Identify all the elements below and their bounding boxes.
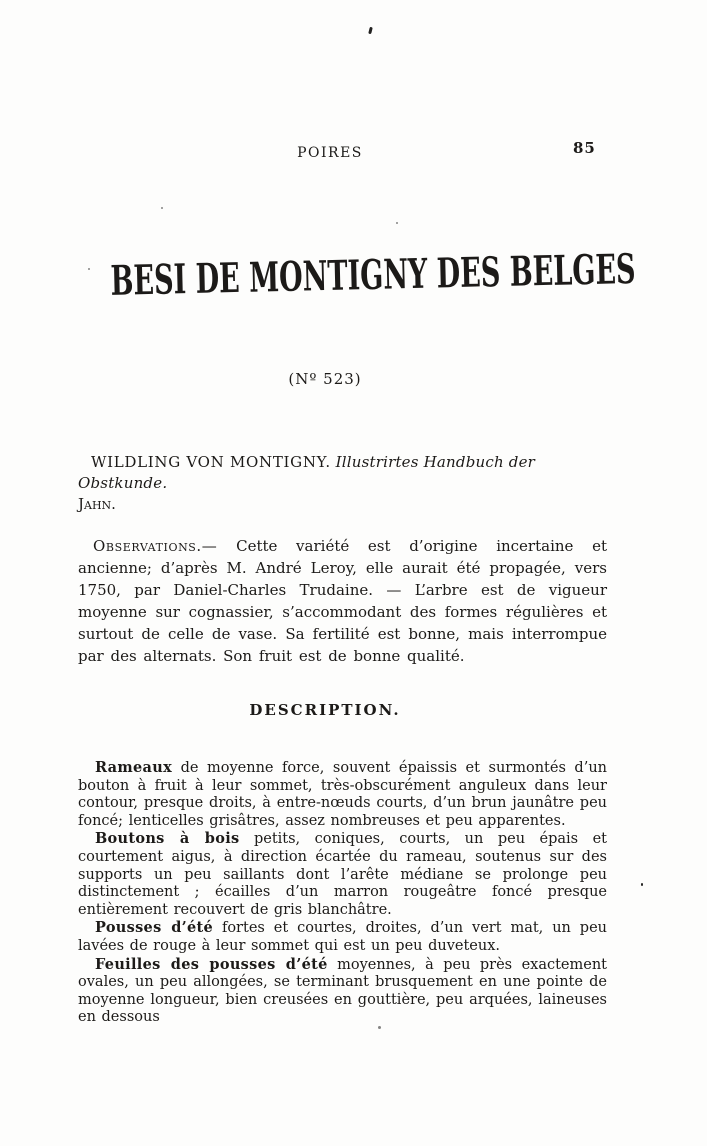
paragraph-text: moyennes, à peu près exactement ovales, un peu allongées, se terminant brusquement en une pointe de moyenne longueur, bien creusées en gouttière, peu arquées, laineuses en dessous xyxy=(78,956,607,1026)
synonym-author: Jahn. xyxy=(78,495,116,513)
ink-speck xyxy=(396,222,398,224)
synonym-line xyxy=(78,452,594,515)
description-paragraph-rameaux xyxy=(78,759,607,830)
ink-speck xyxy=(641,883,643,886)
paragraph-text: fortes et courtes, droites, d’un vert mat, un peu lavées de rouge à leur sommet qui est un peu duveteux. xyxy=(78,920,607,954)
description-section xyxy=(78,759,607,1027)
page-number: 85 xyxy=(573,139,596,157)
paragraph-lead: Pousses d’été xyxy=(95,919,214,937)
ink-speck xyxy=(88,268,90,270)
paragraph-text: petits, coniques, courts, un peu épais et courtement aigus, à direction écartée du rameau, soutenus sur des supports un peu saillants dont l’arête médiane se prolonge peu distinctement ; écailles d’un marron rougeâtre foncé presque entièrement recouvert de gris blanchâtre. xyxy=(78,831,607,918)
ink-speck xyxy=(161,207,163,209)
synonym-name: WILDLING VON MONTIGNY. xyxy=(91,453,331,471)
description-paragraph-pousses-d-ete xyxy=(78,919,607,955)
catalog-number: (Nº 523) xyxy=(288,370,362,388)
synonym-source-title: Illustrirtes Handbuch der Obstkunde. xyxy=(78,453,536,492)
running-title: POIRES xyxy=(297,145,363,161)
observations-label: Observations.— xyxy=(93,537,218,555)
description-paragraph-boutons-a-bois xyxy=(78,830,607,919)
paragraph-lead: Boutons à bois xyxy=(95,830,240,848)
observations-paragraph xyxy=(78,535,607,667)
description-paragraph-feuilles xyxy=(78,956,607,1027)
observations-text: Cette variété est d’origine incertaine et ancienne; d’après M. André Leroy, elle aurait été propagée, vers 1750, par Daniel-Charles Trudaine. — L’arbre est de vigueur moyenne sur cognassier, s’accommodant des formes régulières et surtout de celle de vase. Sa fertilité est bonne, mais interrompue par des alternats. Son fruit est de bonne qualité. xyxy=(78,537,607,665)
variety-title: BESI DE MONTIGNY DES BELGES xyxy=(109,244,637,305)
paragraph-lead: Feuilles des pousses d’été xyxy=(95,955,328,973)
description-heading: DESCRIPTION. xyxy=(249,701,401,719)
paragraph-lead: Rameaux xyxy=(95,759,173,776)
paragraph-text: de moyenne force, souvent épaissis et surmontés d’un bouton à fruit à leur sommet, très-obscurément anguleux dans leur contour, presque droits, à entre-nœuds courts, d’un brun jaunâtre peu foncé; lenticelles grisâtres, assez nombreuses et peu apparentes. xyxy=(78,760,607,829)
ink-speck xyxy=(368,27,373,35)
ink-speck xyxy=(378,1026,381,1029)
